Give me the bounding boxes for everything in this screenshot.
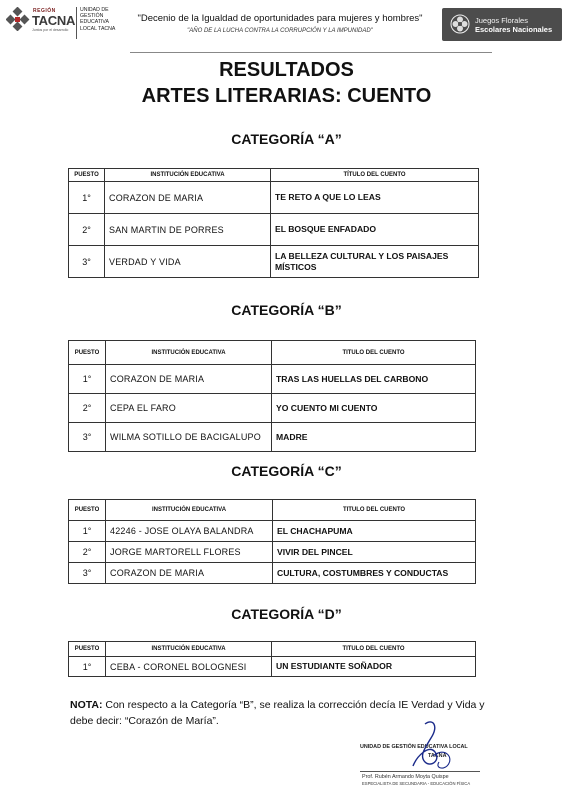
col-header-titulo: TITULO DEL CUENTO: [272, 341, 476, 365]
logo-tagline: Juntos por el desarrollo: [32, 28, 69, 32]
cell-institucion: 42246 - JOSE OLAYA BALANDRA: [106, 521, 273, 542]
signature-line: [360, 771, 480, 772]
page-title: RESULTADOS: [219, 59, 354, 81]
table-row: [69, 563, 476, 584]
cell-titulo: EL CHACHAPUMA: [273, 521, 476, 542]
page-subtitle: ARTES LITERARIAS: CUENTO: [141, 85, 432, 107]
col-header-institucion: INSTITUCIÓN EDUCATIVA: [106, 500, 273, 521]
juegos-line2: Escolares Nacionales: [475, 25, 553, 34]
juegos-line1: Juegos Florales: [475, 16, 528, 25]
table-header-row: [69, 642, 476, 657]
col-header-puesto: PUESTO: [69, 169, 105, 182]
cell-titulo: YO CUENTO MI CUENTO: [272, 394, 476, 423]
cell-titulo: CULTURA, COSTUMBRES Y CONDUCTAS: [273, 563, 476, 584]
cell-titulo: TE RETO A QUE LO LEAS: [271, 182, 479, 214]
cell-puesto: 1°: [69, 182, 105, 214]
cell-puesto: 1°: [69, 521, 106, 542]
year-motto: "AÑO DE LA LUCHA CONTRA LA CORRUPCIÓN Y LA IMPUNIDAD": [187, 28, 373, 34]
category-c-heading: CATEGORÍA “C”: [231, 463, 342, 479]
cell-puesto: 3°: [69, 246, 105, 278]
table-row: [69, 214, 479, 246]
category-b-heading: CATEGORÍA “B”: [231, 302, 342, 318]
cell-puesto: 1°: [69, 657, 106, 677]
cell-puesto: 2°: [69, 214, 105, 246]
table-row: [69, 542, 476, 563]
table-row: [69, 365, 476, 394]
category-a-heading: CATEGORÍA “A”: [231, 131, 342, 147]
tacna-logo-icon: [6, 7, 30, 31]
cell-puesto: 2°: [69, 542, 106, 563]
cell-titulo: TRAS LAS HUELLAS DEL CARBONO: [272, 365, 476, 394]
decree-text: "Decenio de la Igualdad de oportunidades para mujeres y hombres": [137, 13, 423, 24]
cell-puesto: 3°: [69, 563, 106, 584]
table-header-row: [69, 500, 476, 521]
note-text: Con respecto a la Categoría “B”, se realiza la corrección decía IE Verdad y Vida y debe decir: “Corazón de María”.: [70, 699, 485, 727]
table-row: [69, 657, 476, 677]
col-header-institucion: INSTITUCIÓN EDUCATIVA: [105, 169, 271, 182]
col-header-puesto: PUESTO: [69, 341, 106, 365]
category-c-table: [68, 499, 476, 584]
table-row: [69, 182, 479, 214]
col-header-institucion: INSTITUCIÓN EDUCATIVA: [106, 642, 272, 657]
signer-name: Prof. Rubén Armando Moyta Quispe: [362, 774, 449, 780]
col-header-titulo: TITULO DEL CUENTO: [272, 642, 476, 657]
cell-institucion: CORAZON DE MARIA: [106, 365, 272, 394]
table-header-row: [69, 169, 479, 182]
ugel-label: UNIDAD DE GESTIÓN EDUCATIVA LOCAL TACNA: [80, 7, 116, 32]
cell-puesto: 3°: [69, 423, 106, 452]
cell-institucion: JORGE MARTORELL FLORES: [106, 542, 273, 563]
cell-institucion: CORAZON DE MARIA: [106, 563, 273, 584]
table-row: [69, 521, 476, 542]
table-row: [69, 246, 479, 278]
logo-name: TACNA: [32, 13, 76, 28]
cell-institucion: VERDAD Y VIDA: [105, 246, 271, 278]
table-row: [69, 394, 476, 423]
table-row: [69, 423, 476, 452]
col-header-institucion: INSTITUCIÓN EDUCATIVA: [106, 341, 272, 365]
stamp-city: TACNA: [428, 753, 447, 759]
cell-titulo: UN ESTUDIANTE SOÑADOR: [272, 657, 476, 677]
col-header-puesto: PUESTO: [69, 642, 106, 657]
cell-institucion: WILMA SOTILLO DE BACIGALUPO: [106, 423, 272, 452]
cell-institucion: CEPA EL FARO: [106, 394, 272, 423]
cell-institucion: CEBA - CORONEL BOLOGNESI: [106, 657, 272, 677]
cell-institucion: SAN MARTIN DE PORRES: [105, 214, 271, 246]
signature-scribble: [355, 716, 495, 776]
col-header-titulo: TÍTULO DEL CUENTO: [271, 169, 479, 182]
cell-puesto: 2°: [69, 394, 106, 423]
col-header-puesto: PUESTO: [69, 500, 106, 521]
cell-titulo: MADRE: [272, 423, 476, 452]
header-divider: [76, 7, 77, 39]
stamp-institution: UNIDAD DE GESTIÓN EDUCATIVA LOCAL: [360, 744, 468, 750]
juegos-florales-logo: [442, 8, 562, 41]
cell-titulo: LA BELLEZA CULTURAL Y LOS PAISAJES MÍSTICOS: [271, 246, 479, 278]
category-d-table: [68, 641, 476, 677]
cell-puesto: 1°: [69, 365, 106, 394]
cell-titulo: VIVIR DEL PINCEL: [273, 542, 476, 563]
note-label: NOTA:: [70, 699, 103, 711]
col-header-titulo: TITULO DEL CUENTO: [273, 500, 476, 521]
cell-institucion: CORAZON DE MARIA: [105, 182, 271, 214]
flower-icon: [450, 14, 470, 34]
header-rule: [130, 52, 492, 53]
category-a-table: [68, 168, 479, 278]
category-d-heading: CATEGORÍA “D”: [231, 606, 342, 622]
cell-titulo: EL BOSQUE ENFADADO: [271, 214, 479, 246]
table-header-row: [69, 341, 476, 365]
logo-region-label: REGIÓN: [33, 8, 56, 14]
category-b-table: [68, 340, 476, 452]
signer-role: ESPECIALISTA DE SECUNDARIA - EDUCACIÓN FÍSICA: [362, 781, 471, 786]
